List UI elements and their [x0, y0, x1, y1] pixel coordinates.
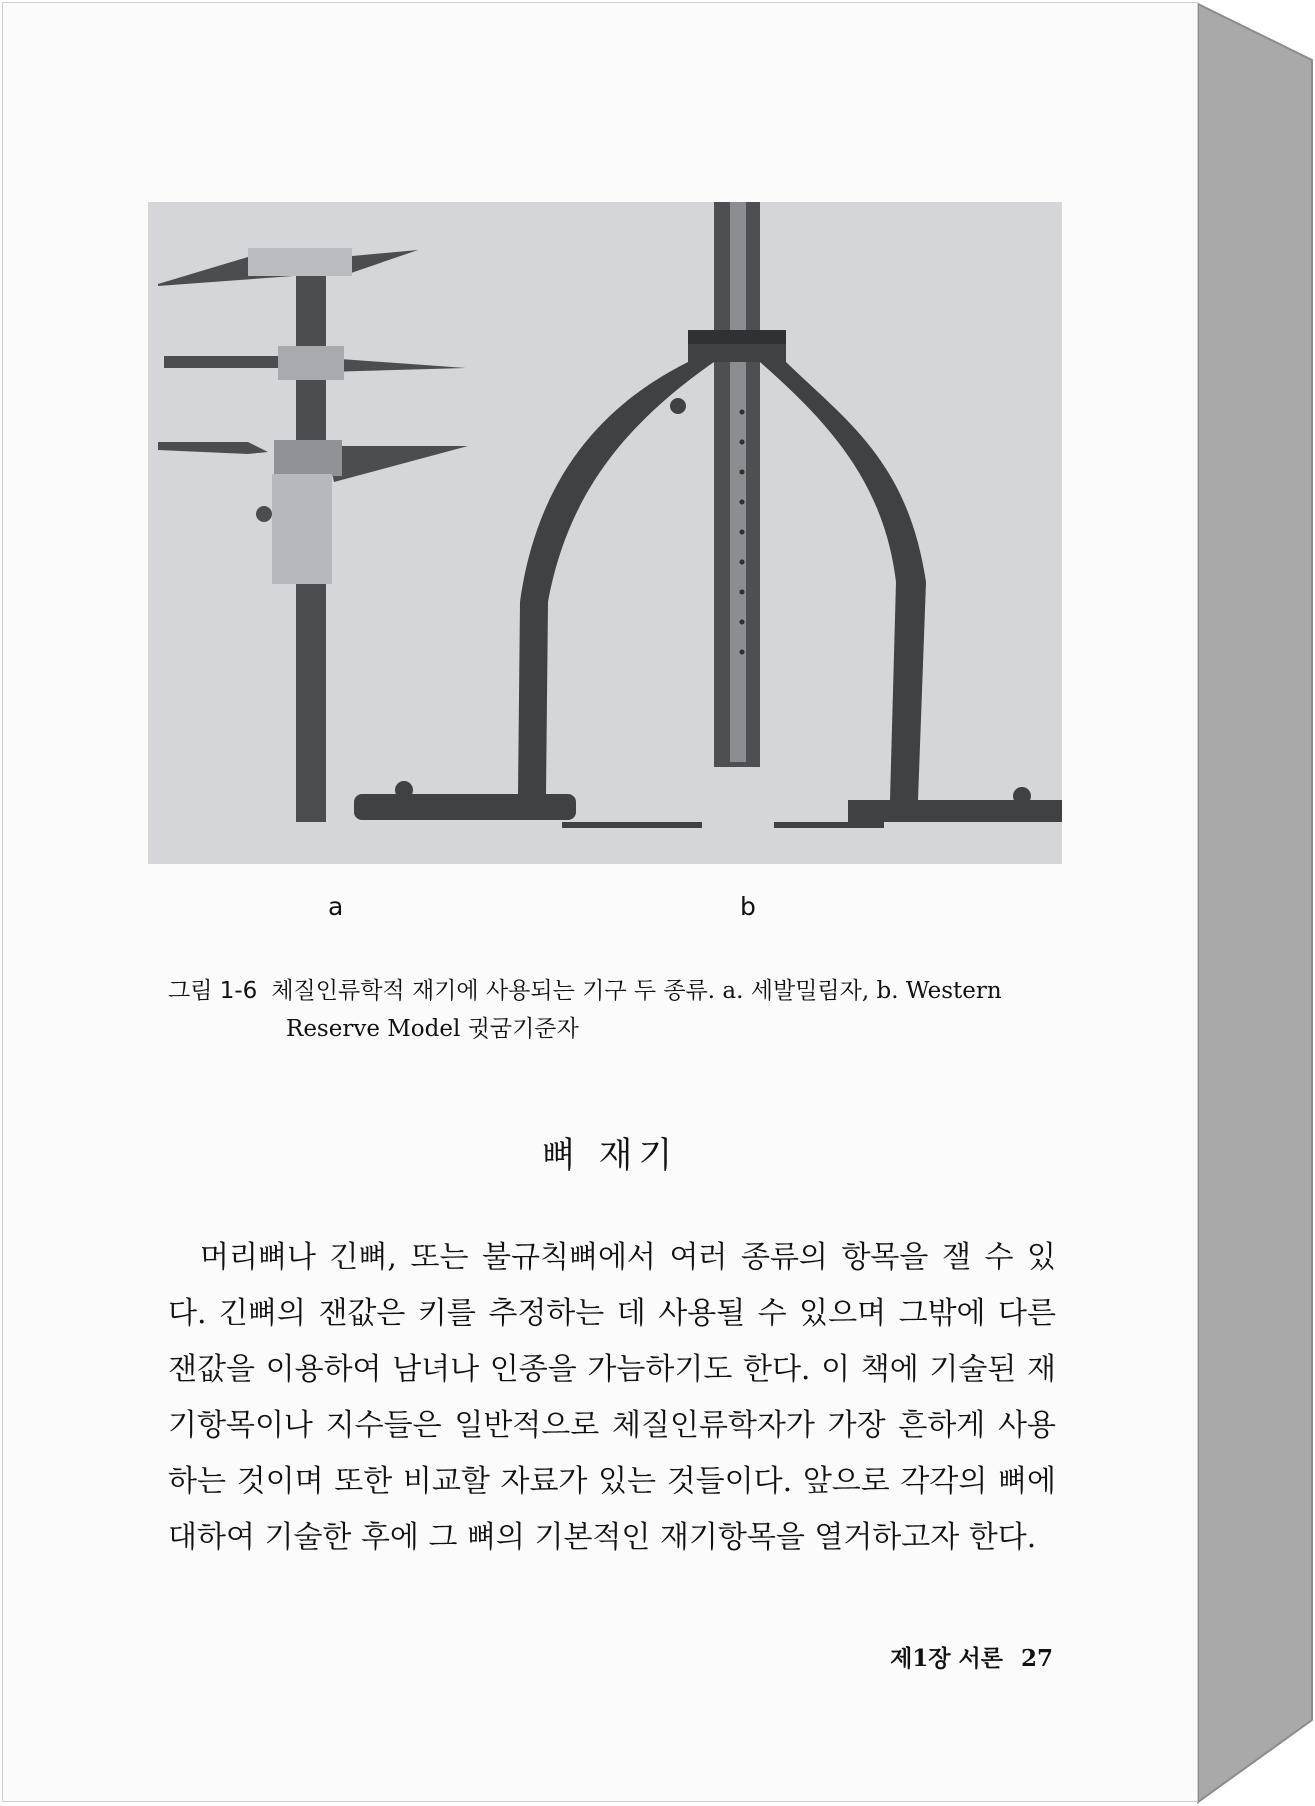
- caliper-sliding-jaw-left: [158, 442, 268, 454]
- caliper-middle-jaw-right: [326, 358, 466, 372]
- caption-line-2: Reserve Model 귓굼기준자: [286, 1016, 579, 1042]
- figure-label-b: b: [740, 892, 756, 921]
- figure-number: 그림 1-6: [168, 978, 258, 1004]
- chapter-title: 제1장 서론: [890, 1645, 1003, 1672]
- caliper-sliding-jaw-right: [326, 446, 468, 482]
- page-number: 27: [1020, 1645, 1053, 1672]
- caliper-screw: [670, 398, 686, 414]
- caliper-middle-jaw-left: [164, 356, 280, 368]
- page-footer: [890, 1640, 1053, 1673]
- instrument-drawing: [148, 202, 1062, 864]
- caption-line-1: 체질인류학적 재기에 사용되는 기구 두 종류. a. 세발밀림자, b. Western: [271, 978, 1002, 1004]
- caliper-right-foot: [848, 800, 1062, 822]
- caliper-left-foot: [354, 794, 576, 820]
- body-paragraph: [168, 1230, 1056, 1566]
- paragraph-text: 머리뼈나 긴뼈, 또는 불규칙뼈에서 여러 종류의 항목을 잴 수 있다. 긴뼈의 잰값은 키를 추정하는 데 사용될 수 있으며 그밖에 다른 잰값을 이용하여 남녀나 인종을 가늠하기도 한다. 이 책에 기술된 재기항목이나 지수들은 일반적으로 체질인류학자가 가장 흔하게 사용하는 것이며 또한 비교할 자료가 있는 것들이다. 앞으로 각각의 뼈에 대하여 기술한 후에 그 뼈의 기본적인 재기항목을 열거하고자 한다.: [168, 1240, 1056, 1555]
- section-heading: 뼈 재기: [541, 1136, 679, 1176]
- figure-caption: [168, 972, 1068, 1048]
- sliding-caliper: [158, 248, 468, 822]
- figure-label-a: a: [328, 892, 344, 921]
- spreading-caliper: [354, 202, 1062, 828]
- instrument-photo: [148, 202, 1062, 864]
